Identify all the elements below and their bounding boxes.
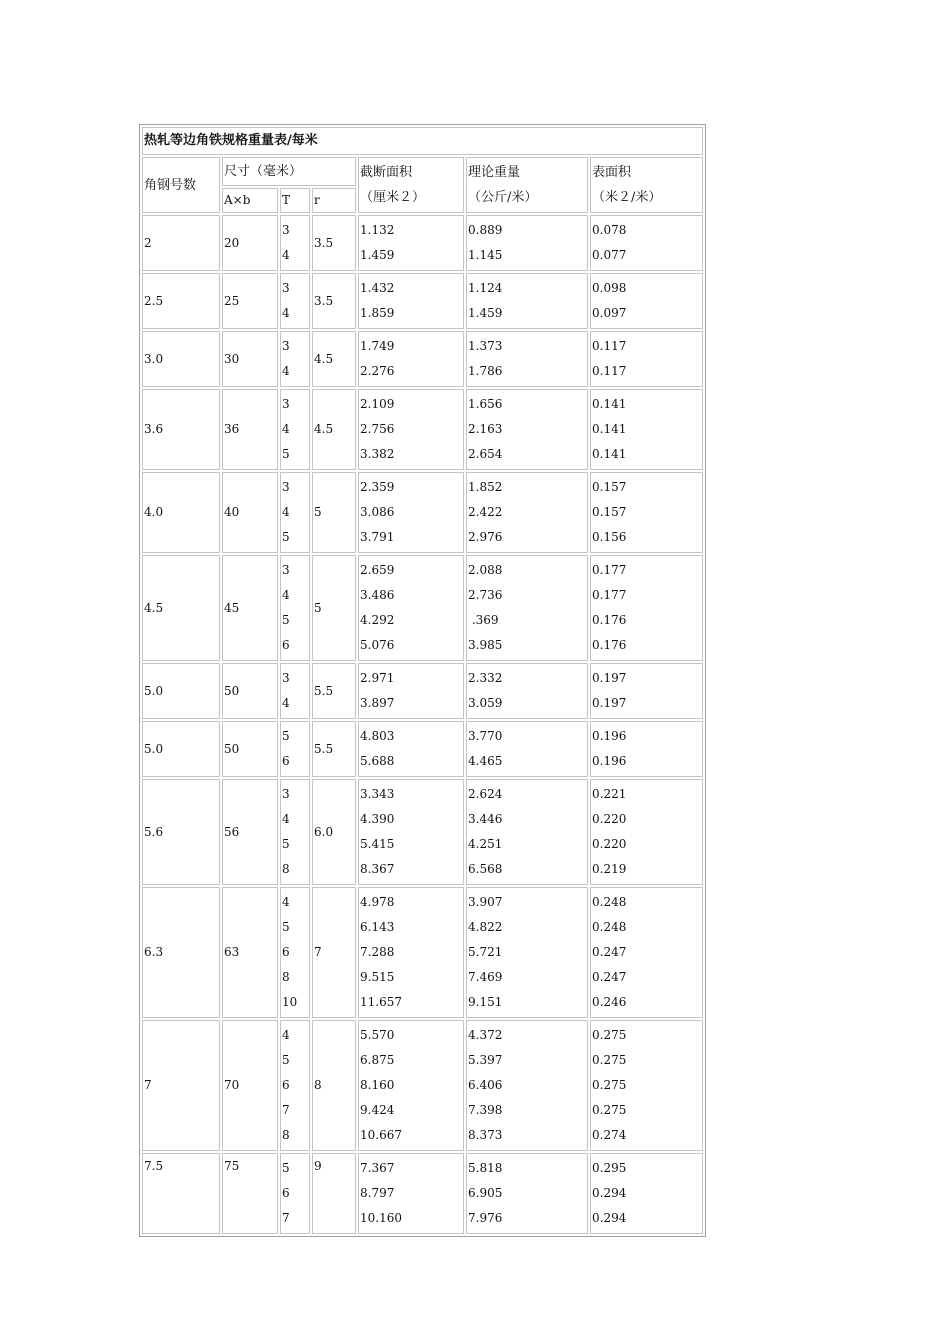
cell-t-value: 5 bbox=[282, 447, 290, 461]
cell-r: 3.5 bbox=[312, 273, 356, 329]
cell-t-value: 7 bbox=[282, 1103, 290, 1117]
cell-number: 2 bbox=[142, 215, 220, 271]
cell-weight-value: 6.406 bbox=[468, 1078, 503, 1092]
cell-area-value: 7.367 bbox=[360, 1161, 395, 1175]
cell-weight-value: 1.124 bbox=[468, 281, 503, 295]
table-row bbox=[142, 887, 703, 1018]
cell-weight-value: 4.822 bbox=[468, 920, 503, 934]
cell-surface-value: 0.247 bbox=[592, 970, 627, 984]
cell-area-value: 5.415 bbox=[360, 837, 395, 851]
cell-t-value: 3 bbox=[282, 671, 290, 685]
cell-weight-value: 2.332 bbox=[468, 671, 503, 685]
cell-number: 4.0 bbox=[142, 472, 220, 553]
cell-area-value: 7.288 bbox=[360, 945, 395, 959]
cell-weight-value: 3.446 bbox=[468, 812, 503, 826]
cell-t bbox=[280, 721, 310, 777]
cell-area-value: 2.659 bbox=[360, 563, 395, 577]
cell-area-value: 3.086 bbox=[360, 505, 395, 519]
cell-t-value: 6 bbox=[282, 754, 290, 768]
cell-weight-value: 3.907 bbox=[468, 895, 503, 909]
cell-number: 7.5 bbox=[142, 1153, 220, 1234]
cell-number: 4.5 bbox=[142, 555, 220, 661]
cell-weight-value: 3.985 bbox=[468, 638, 503, 652]
cell-surface-value: 0.141 bbox=[592, 422, 627, 436]
table-row bbox=[142, 273, 703, 329]
cell-area-value: 4.292 bbox=[360, 613, 395, 627]
cell-area-value: 5.688 bbox=[360, 754, 395, 768]
cell-area bbox=[358, 472, 464, 553]
cell-t bbox=[280, 779, 310, 885]
cell-number: 2.5 bbox=[142, 273, 220, 329]
cell-weight bbox=[466, 273, 588, 329]
cell-t bbox=[280, 215, 310, 271]
header-weight bbox=[466, 157, 588, 213]
cell-area-value: 1.132 bbox=[360, 223, 395, 237]
cell-r: 5.5 bbox=[312, 663, 356, 719]
cell-weight-value: 1.852 bbox=[468, 480, 503, 494]
cell-t bbox=[280, 663, 310, 719]
header-number: 角钢号数 bbox=[142, 157, 220, 213]
cell-t-value: 4 bbox=[282, 306, 290, 320]
cell-axb: 36 bbox=[222, 389, 278, 470]
cell-area-value: 11.657 bbox=[360, 995, 402, 1009]
cell-surface-value: 0.246 bbox=[592, 995, 627, 1009]
cell-weight bbox=[466, 555, 588, 661]
cell-t-value: 8 bbox=[282, 1128, 290, 1142]
cell-area bbox=[358, 331, 464, 387]
cell-area bbox=[358, 887, 464, 1018]
cell-area bbox=[358, 555, 464, 661]
cell-surface-value: 0.196 bbox=[592, 729, 627, 743]
cell-number: 5.0 bbox=[142, 663, 220, 719]
cell-surface bbox=[590, 779, 703, 885]
table-row bbox=[142, 331, 703, 387]
cell-number: 5.0 bbox=[142, 721, 220, 777]
header-weight-unit: （公斤/米） bbox=[468, 190, 538, 205]
cell-area-value: 4.978 bbox=[360, 895, 395, 909]
cell-t-value: 4 bbox=[282, 248, 290, 262]
header-area bbox=[358, 157, 464, 213]
cell-area bbox=[358, 721, 464, 777]
cell-t-value: 10 bbox=[282, 995, 298, 1009]
cell-surface-value: 0.077 bbox=[592, 248, 627, 262]
cell-weight-value: 6.568 bbox=[468, 862, 503, 876]
cell-r: 5 bbox=[312, 472, 356, 553]
cell-surface-value: 0.274 bbox=[592, 1128, 627, 1142]
cell-area-value: 4.390 bbox=[360, 812, 395, 826]
cell-area-value: 3.791 bbox=[360, 530, 395, 544]
cell-t-value: 7 bbox=[282, 1211, 290, 1225]
cell-weight-value: 1.459 bbox=[468, 306, 503, 320]
cell-weight bbox=[466, 721, 588, 777]
cell-t-value: 8 bbox=[282, 970, 290, 984]
cell-t-value: 8 bbox=[282, 862, 290, 876]
cell-t-value: 5 bbox=[282, 729, 290, 743]
cell-t-value: 5 bbox=[282, 920, 290, 934]
cell-weight-value: 4.465 bbox=[468, 754, 503, 768]
cell-surface bbox=[590, 472, 703, 553]
cell-surface-value: 0.177 bbox=[592, 588, 627, 602]
cell-surface-value: 0.098 bbox=[592, 281, 627, 295]
cell-t-value: 3 bbox=[282, 397, 290, 411]
cell-area-value: 6.143 bbox=[360, 920, 395, 934]
table-row bbox=[142, 1153, 703, 1234]
cell-surface-value: 0.295 bbox=[592, 1161, 627, 1175]
cell-area-value: 8.797 bbox=[360, 1186, 395, 1200]
cell-surface-value: 0.156 bbox=[592, 530, 627, 544]
cell-surface-value: 0.221 bbox=[592, 787, 627, 801]
cell-surface-value: 0.275 bbox=[592, 1078, 627, 1092]
cell-surface-value: 0.275 bbox=[592, 1028, 627, 1042]
cell-weight-value: 7.469 bbox=[468, 970, 503, 984]
cell-weight-value: 1.373 bbox=[468, 339, 503, 353]
header-weight-label: 理论重量 bbox=[468, 165, 521, 180]
cell-area bbox=[358, 1153, 464, 1234]
cell-weight-value: 3.059 bbox=[468, 696, 503, 710]
cell-surface bbox=[590, 555, 703, 661]
cell-axb: 75 bbox=[222, 1153, 278, 1234]
cell-surface-value: 0.197 bbox=[592, 696, 627, 710]
cell-area-value: 9.424 bbox=[360, 1103, 395, 1117]
cell-weight-value: .369 bbox=[468, 613, 499, 627]
table-row bbox=[142, 215, 703, 271]
cell-t-value: 3 bbox=[282, 563, 290, 577]
table-row bbox=[142, 1020, 703, 1151]
cell-surface-value: 0.157 bbox=[592, 505, 627, 519]
cell-t-value: 5 bbox=[282, 1161, 290, 1175]
cell-t-value: 6 bbox=[282, 1186, 290, 1200]
cell-weight bbox=[466, 779, 588, 885]
cell-area-value: 2.756 bbox=[360, 422, 395, 436]
cell-weight-value: 1.145 bbox=[468, 248, 503, 262]
cell-t-value: 4 bbox=[282, 812, 290, 826]
cell-weight-value: 6.905 bbox=[468, 1186, 503, 1200]
cell-area bbox=[358, 779, 464, 885]
cell-area-value: 1.749 bbox=[360, 339, 395, 353]
cell-t-value: 3 bbox=[282, 223, 290, 237]
table-row bbox=[142, 779, 703, 885]
cell-t-value: 5 bbox=[282, 530, 290, 544]
cell-area bbox=[358, 1020, 464, 1151]
cell-area-value: 5.570 bbox=[360, 1028, 395, 1042]
cell-area-value: 3.486 bbox=[360, 588, 395, 602]
cell-weight-value: 1.786 bbox=[468, 364, 503, 378]
cell-area-value: 9.515 bbox=[360, 970, 395, 984]
cell-t-value: 4 bbox=[282, 588, 290, 602]
cell-area-value: 1.432 bbox=[360, 281, 395, 295]
cell-surface-value: 0.197 bbox=[592, 671, 627, 685]
cell-area bbox=[358, 663, 464, 719]
cell-surface bbox=[590, 215, 703, 271]
cell-t bbox=[280, 1020, 310, 1151]
cell-surface-value: 0.141 bbox=[592, 447, 627, 461]
cell-t-value: 4 bbox=[282, 364, 290, 378]
cell-area-value: 8.367 bbox=[360, 862, 395, 876]
cell-surface-value: 0.220 bbox=[592, 812, 627, 826]
cell-area-value: 4.803 bbox=[360, 729, 395, 743]
cell-t bbox=[280, 1153, 310, 1234]
cell-surface-value: 0.157 bbox=[592, 480, 627, 494]
cell-surface-value: 0.294 bbox=[592, 1211, 627, 1225]
cell-axb: 20 bbox=[222, 215, 278, 271]
cell-surface-value: 0.248 bbox=[592, 920, 627, 934]
header-r: r bbox=[312, 188, 356, 213]
cell-surface-value: 0.219 bbox=[592, 862, 627, 876]
cell-weight-value: 4.251 bbox=[468, 837, 503, 851]
cell-surface-value: 0.275 bbox=[592, 1053, 627, 1067]
angle-steel-weight-table bbox=[139, 124, 706, 1237]
cell-r: 9 bbox=[312, 1153, 356, 1234]
cell-number: 6.3 bbox=[142, 887, 220, 1018]
cell-surface bbox=[590, 721, 703, 777]
cell-t bbox=[280, 389, 310, 470]
table-row bbox=[142, 389, 703, 470]
cell-area-value: 2.276 bbox=[360, 364, 395, 378]
table-row bbox=[142, 472, 703, 553]
header-area-label: 截断面积 bbox=[360, 165, 413, 180]
cell-t-value: 4 bbox=[282, 505, 290, 519]
cell-surface-value: 0.294 bbox=[592, 1186, 627, 1200]
cell-weight-value: 1.656 bbox=[468, 397, 503, 411]
cell-surface-value: 0.275 bbox=[592, 1103, 627, 1117]
table-row bbox=[142, 555, 703, 661]
cell-area-value: 2.359 bbox=[360, 480, 395, 494]
cell-weight bbox=[466, 1020, 588, 1151]
cell-t bbox=[280, 555, 310, 661]
cell-surface-value: 0.097 bbox=[592, 306, 627, 320]
cell-t-value: 3 bbox=[282, 787, 290, 801]
cell-axb: 63 bbox=[222, 887, 278, 1018]
cell-area bbox=[358, 215, 464, 271]
cell-weight bbox=[466, 331, 588, 387]
cell-weight bbox=[466, 663, 588, 719]
cell-r: 7 bbox=[312, 887, 356, 1018]
cell-weight-value: 2.422 bbox=[468, 505, 503, 519]
cell-t-value: 4 bbox=[282, 1028, 290, 1042]
cell-number: 5.6 bbox=[142, 779, 220, 885]
cell-surface-value: 0.248 bbox=[592, 895, 627, 909]
table-row bbox=[142, 721, 703, 777]
cell-t-value: 5 bbox=[282, 613, 290, 627]
cell-weight-value: 4.372 bbox=[468, 1028, 503, 1042]
cell-t-value: 3 bbox=[282, 281, 290, 295]
cell-r: 5 bbox=[312, 555, 356, 661]
cell-surface-value: 0.177 bbox=[592, 563, 627, 577]
cell-surface-value: 0.176 bbox=[592, 613, 627, 627]
cell-weight-value: 2.736 bbox=[468, 588, 503, 602]
cell-t-value: 3 bbox=[282, 480, 290, 494]
cell-weight bbox=[466, 1153, 588, 1234]
table-title: 热轧等边角铁规格重量表/每米 bbox=[142, 127, 703, 155]
cell-t bbox=[280, 273, 310, 329]
cell-area-value: 5.076 bbox=[360, 638, 395, 652]
cell-weight-value: 5.397 bbox=[468, 1053, 503, 1067]
cell-area bbox=[358, 273, 464, 329]
cell-number: 3.0 bbox=[142, 331, 220, 387]
table-row bbox=[142, 663, 703, 719]
cell-area-value: 3.343 bbox=[360, 787, 395, 801]
cell-surface bbox=[590, 389, 703, 470]
cell-surface bbox=[590, 331, 703, 387]
cell-axb: 30 bbox=[222, 331, 278, 387]
cell-axb: 45 bbox=[222, 555, 278, 661]
cell-area-value: 2.109 bbox=[360, 397, 395, 411]
cell-t-value: 6 bbox=[282, 638, 290, 652]
cell-weight-value: 2.163 bbox=[468, 422, 503, 436]
cell-area bbox=[358, 389, 464, 470]
cell-surface-value: 0.117 bbox=[592, 339, 627, 353]
cell-t-value: 6 bbox=[282, 945, 290, 959]
cell-area-value: 6.875 bbox=[360, 1053, 395, 1067]
header-size: 尺寸（毫米） bbox=[222, 157, 356, 186]
cell-weight-value: 5.721 bbox=[468, 945, 503, 959]
cell-area-value: 10.667 bbox=[360, 1128, 402, 1142]
cell-axb: 25 bbox=[222, 273, 278, 329]
cell-t-value: 5 bbox=[282, 837, 290, 851]
cell-r: 4.5 bbox=[312, 331, 356, 387]
header-axb: A×b bbox=[222, 188, 278, 213]
cell-r: 6.0 bbox=[312, 779, 356, 885]
cell-weight-value: 2.976 bbox=[468, 530, 503, 544]
cell-surface bbox=[590, 663, 703, 719]
cell-weight-value: 3.770 bbox=[468, 729, 503, 743]
cell-area-value: 8.160 bbox=[360, 1078, 395, 1092]
cell-weight-value: 0.889 bbox=[468, 223, 503, 237]
cell-t-value: 4 bbox=[282, 422, 290, 436]
cell-surface-value: 0.078 bbox=[592, 223, 627, 237]
cell-t-value: 5 bbox=[282, 1053, 290, 1067]
cell-weight-value: 2.088 bbox=[468, 563, 503, 577]
header-t: T bbox=[280, 188, 310, 213]
cell-weight bbox=[466, 389, 588, 470]
cell-surface-value: 0.117 bbox=[592, 364, 627, 378]
cell-number: 3.6 bbox=[142, 389, 220, 470]
cell-axb: 50 bbox=[222, 663, 278, 719]
cell-surface-value: 0.247 bbox=[592, 945, 627, 959]
cell-surface-value: 0.196 bbox=[592, 754, 627, 768]
cell-area-value: 1.859 bbox=[360, 306, 395, 320]
cell-number: 7 bbox=[142, 1020, 220, 1151]
cell-area-value: 10.160 bbox=[360, 1211, 402, 1225]
cell-axb: 40 bbox=[222, 472, 278, 553]
header-surface bbox=[590, 157, 703, 213]
cell-surface-value: 0.141 bbox=[592, 397, 627, 411]
cell-weight-value: 8.373 bbox=[468, 1128, 503, 1142]
cell-weight-value: 5.818 bbox=[468, 1161, 503, 1175]
header-surface-label: 表面积 bbox=[592, 165, 632, 180]
spec-table bbox=[140, 125, 705, 1236]
header-area-unit: （厘米２） bbox=[360, 190, 426, 205]
header-surface-unit: （米２/米） bbox=[592, 190, 662, 205]
cell-weight-value: 9.151 bbox=[468, 995, 503, 1009]
cell-t bbox=[280, 887, 310, 1018]
cell-weight bbox=[466, 215, 588, 271]
cell-r: 4.5 bbox=[312, 389, 356, 470]
cell-axb: 56 bbox=[222, 779, 278, 885]
cell-weight bbox=[466, 887, 588, 1018]
cell-axb: 70 bbox=[222, 1020, 278, 1151]
cell-t-value: 6 bbox=[282, 1078, 290, 1092]
cell-weight-value: 7.976 bbox=[468, 1211, 503, 1225]
cell-area-value: 3.897 bbox=[360, 696, 395, 710]
cell-surface-value: 0.176 bbox=[592, 638, 627, 652]
cell-surface bbox=[590, 887, 703, 1018]
cell-weight-value: 7.398 bbox=[468, 1103, 503, 1117]
cell-t-value: 4 bbox=[282, 696, 290, 710]
cell-t-value: 4 bbox=[282, 895, 290, 909]
cell-surface bbox=[590, 1020, 703, 1151]
cell-weight bbox=[466, 472, 588, 553]
cell-axb: 50 bbox=[222, 721, 278, 777]
cell-r: 3.5 bbox=[312, 215, 356, 271]
cell-t bbox=[280, 331, 310, 387]
cell-r: 8 bbox=[312, 1020, 356, 1151]
cell-area-value: 1.459 bbox=[360, 248, 395, 262]
cell-r: 5.5 bbox=[312, 721, 356, 777]
cell-weight-value: 2.624 bbox=[468, 787, 503, 801]
cell-t-value: 3 bbox=[282, 339, 290, 353]
cell-surface bbox=[590, 1153, 703, 1234]
cell-area-value: 3.382 bbox=[360, 447, 395, 461]
cell-surface bbox=[590, 273, 703, 329]
cell-surface-value: 0.220 bbox=[592, 837, 627, 851]
cell-area-value: 2.971 bbox=[360, 671, 395, 685]
cell-t bbox=[280, 472, 310, 553]
cell-weight-value: 2.654 bbox=[468, 447, 503, 461]
